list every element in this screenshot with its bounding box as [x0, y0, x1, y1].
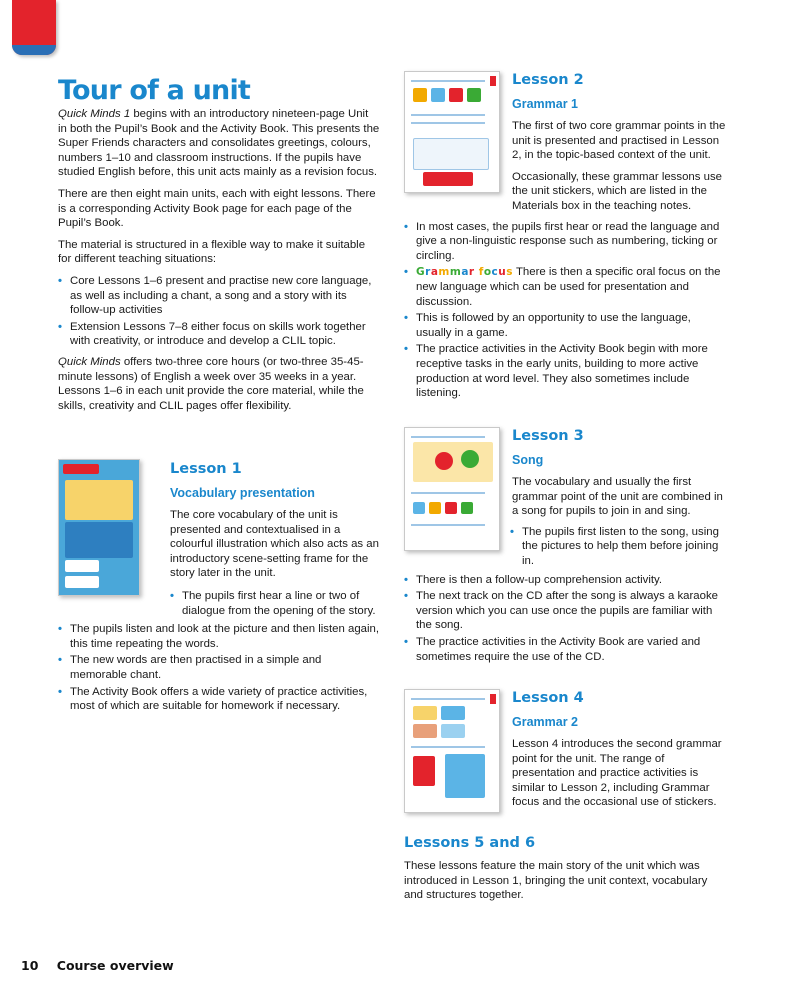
list-item — [404, 265, 726, 309]
line — [411, 492, 485, 494]
list-item: • The next track on the CD after the song is always a karaoke version which you can use once the pupils are familiar with the song. — [404, 589, 726, 633]
lesson4-subtitle: Grammar 2 — [512, 715, 579, 729]
scene-top — [65, 480, 133, 520]
footer-label: Course overview — [56, 958, 174, 973]
list-item-text: There is then a specific oral focus on the new language which can be used for presentation and discussion. — [416, 266, 721, 308]
units-paragraph: There are then eight main units, each with eight lessons. There is a corresponding Activity Book page for each page of the Pupil’s Book. — [58, 187, 376, 230]
line — [411, 80, 485, 82]
lesson56-paragraph: These lessons feature the main story of the unit which was introduced in Lesson 1, bringing the unit context, vocabulary and structures together. — [404, 860, 708, 902]
list-item: • The pupils first hear a line or two of dialogue from the opening of the story. — [170, 589, 380, 618]
lesson3-section — [404, 427, 726, 670]
lesson1-section — [58, 459, 380, 720]
list-item: • In most cases, the pupils first hear or read the language and give a non-linguistic response such as numbering, ticking or circling. — [404, 220, 726, 264]
picture — [441, 724, 465, 738]
table-box — [413, 138, 489, 170]
lesson3-title: Lesson 3 — [512, 428, 584, 444]
left-column — [58, 107, 380, 420]
picture — [413, 706, 437, 720]
lesson3-paragraph: The vocabulary and usually the first grammar point of the unit are combined in a song for pupils to join in and sing. — [512, 476, 723, 518]
board-picture — [423, 172, 473, 186]
line — [411, 524, 485, 526]
picture — [461, 502, 473, 514]
lesson3-page-thumbnail — [404, 427, 500, 551]
page-footer — [21, 959, 174, 974]
lesson1-page-thumbnail — [58, 459, 140, 596]
page-number: 10 — [21, 958, 39, 973]
list-item: • The practice activities in the Activity Book are varied and sometimes require the use of the CD. — [404, 635, 726, 664]
list-item: • Core Lessons 1–6 present and practise new core language, as well as including a chant, a song and a story with its follow-up activities — [58, 274, 380, 318]
lesson2-section — [404, 71, 726, 407]
picture — [449, 88, 463, 102]
picture — [431, 88, 445, 102]
lesson1-paragraph: The core vocabulary of the unit is presented and contextualised in a colourful illustration which also acts as an introductory scene-setting frame for the story later in the unit. — [170, 509, 379, 580]
line — [411, 698, 485, 700]
picture — [445, 502, 457, 514]
grammar-focus-logo: Grammar focus — [416, 266, 514, 279]
lesson3-list-cont — [404, 573, 726, 665]
lesson4-paragraph: Lesson 4 introduces the second grammar point for the unit. The range of presentation and practice activities is similar to Lesson 2, including Grammar focus and the occasional use of stickers. — [512, 738, 722, 809]
intro-book-title: Quick Minds 1 — [58, 108, 131, 120]
lesson4-title: Lesson 4 — [512, 690, 584, 706]
list-item: • The Activity Book offers a wide variety of practice activities, most of which are suitable for homework if necessary. — [58, 685, 380, 714]
picture — [413, 88, 427, 102]
list-item: • The pupils first listen to the song, using the pictures to help them before joining in. — [510, 525, 726, 569]
page-marker — [490, 76, 496, 86]
line — [411, 436, 485, 438]
list-item: • Extension Lessons 7–8 either focus on skills work together with creativity, or introduce and develop a CLIL topic. — [58, 320, 380, 349]
structure-list — [58, 274, 380, 349]
picture — [413, 724, 437, 738]
character — [413, 756, 435, 786]
lesson2-page-thumbnail — [404, 71, 500, 193]
page-title: Tour of a unit — [58, 75, 251, 106]
lesson4-section — [404, 689, 726, 819]
song-picture — [413, 442, 493, 482]
lesson2-list — [404, 220, 726, 401]
picture — [429, 502, 441, 514]
caption-box — [65, 560, 99, 572]
lesson4-page-thumbnail — [404, 689, 500, 813]
picture — [441, 706, 465, 720]
hours-book-title: Quick Minds — [58, 355, 121, 368]
lesson56-title: Lessons 5 and 6 — [404, 835, 536, 851]
line — [411, 114, 485, 116]
page-marker — [490, 694, 496, 704]
scene-middle — [65, 522, 133, 558]
hours-text: offers two-three core hours (or two-three 35-45-minute lessons) of English a week over 35 weeks in a year. Lessons 1–6 in each unit provide the core material, while the skills, creativity and CLIL pages offer flexibility. — [58, 355, 364, 412]
intro-text: begins with an introductory nineteen-page Unit in both the Pupil’s Book and the Activity Book. This presents the Super Friends characters and consolidates greetings, colours, numbers 1–10 and classroom instructions. If the pupils have studied English before, this unit acts mainly as a revision focus. — [58, 108, 380, 179]
list-item: • The new words are then practised in a simple and memorable chant. — [58, 653, 380, 682]
picture — [413, 502, 425, 514]
lesson56-section — [404, 834, 726, 903]
lesson2-paragraph-2: Occasionally, these grammar lessons use the unit stickers, which are listed in the Materials box in the teaching notes. — [512, 170, 722, 212]
lesson2-paragraph: The first of two core grammar points in the unit is presented and practised in Lesson 2, in the topic-based context of the unit. — [512, 120, 726, 162]
list-item: • This is followed by an opportunity to use the language, usually in a game. — [404, 311, 726, 340]
line — [411, 746, 485, 748]
structure-paragraph: The material is structured in a flexible way to make it suitable for different teaching situations: — [58, 238, 366, 266]
character — [461, 450, 479, 468]
list-item: • The pupils listen and look at the picture and then listen again, this time repeating the words. — [58, 622, 380, 651]
unit-banner — [63, 464, 99, 474]
lesson3-subtitle: Song — [512, 453, 544, 467]
picture — [467, 88, 481, 102]
hours-paragraph — [58, 355, 380, 413]
corner-tab — [12, 0, 56, 55]
lesson2-subtitle: Grammar 1 — [512, 97, 579, 111]
caption-box — [65, 576, 99, 588]
lesson2-title: Lesson 2 — [512, 72, 584, 88]
lesson1-subtitle: Vocabulary presentation — [170, 486, 315, 500]
fridge-picture — [445, 754, 485, 798]
line — [411, 122, 485, 124]
lesson1-title: Lesson 1 — [170, 461, 242, 477]
character — [435, 452, 453, 470]
lesson1-list-cont — [58, 622, 380, 714]
list-item: • The practice activities in the Activity Book begin with more receptive tasks in the early units, building to more active production at word level. They also sometimes include listening. — [404, 342, 726, 400]
intro-paragraph — [58, 107, 380, 180]
list-item: • There is then a follow-up comprehension activity. — [404, 573, 726, 588]
